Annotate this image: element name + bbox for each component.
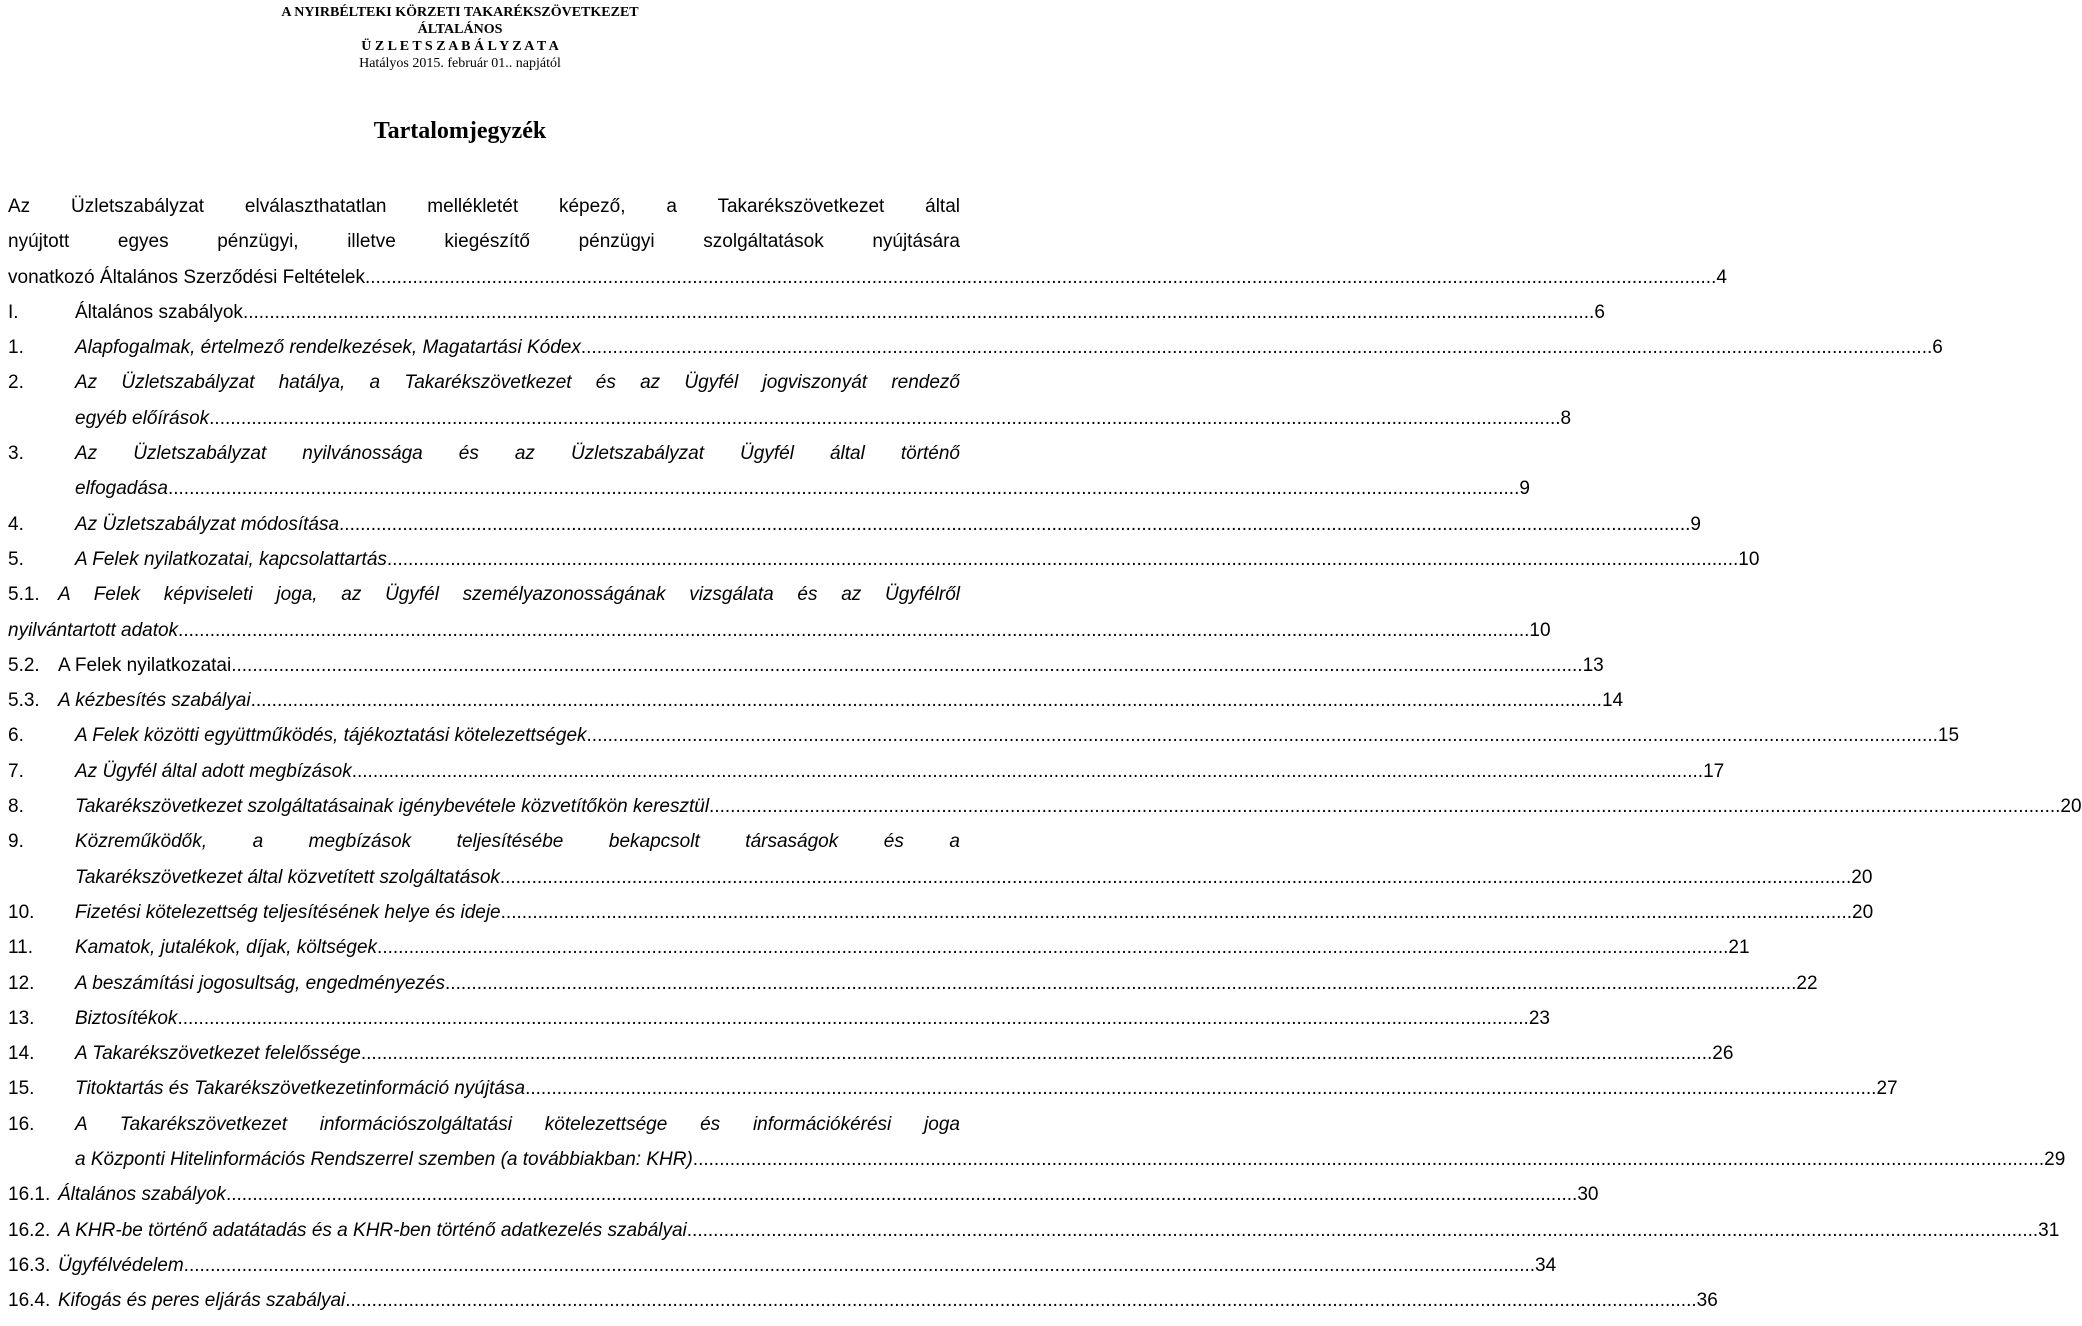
section-title: Általános szabályok: [75, 301, 243, 323]
page-number: 17: [1703, 760, 1725, 782]
section-number: 4.: [8, 513, 24, 535]
section-title: A Felek nyilatkozatai: [58, 654, 232, 676]
page-number: 6: [1932, 337, 1943, 359]
section-number: 9.: [8, 831, 24, 853]
page-number: 9: [1519, 478, 1530, 500]
toc-entry[interactable]: [8, 436, 960, 471]
leader-dots: [345, 1283, 1696, 1318]
section-title: Titoktartás és Takarékszövetkezetinformáció nyújtása: [75, 1078, 526, 1100]
section-number: 3.: [8, 443, 24, 465]
leader-dots: [365, 260, 1716, 295]
toc-entry[interactable]: [8, 1036, 1734, 1071]
toc-entry[interactable]: [8, 330, 1943, 365]
page-number: 10: [1529, 619, 1551, 641]
section-number: 10.: [8, 901, 35, 923]
leader-dots: [177, 1001, 1528, 1036]
page-number: 14: [1601, 690, 1624, 712]
page-number: 20: [1851, 866, 1873, 888]
page-number: 30: [1577, 1184, 1599, 1206]
leader-dots: [687, 1213, 2038, 1248]
leader-dots: [178, 613, 1529, 648]
toc-entry[interactable]: [8, 895, 1874, 930]
section-title: Biztosítékok: [75, 1007, 178, 1029]
section-number: 1.: [8, 337, 24, 359]
page-number: 6: [1594, 301, 1605, 323]
leader-dots: [377, 930, 1728, 965]
page-number: 31: [2038, 1219, 2060, 1241]
toc-entry[interactable]: [8, 1177, 1599, 1212]
toc-entry[interactable]: [8, 1283, 1718, 1318]
toc-entry[interactable]: [8, 507, 1701, 542]
section-number: 16.1.: [8, 1184, 51, 1206]
page-number: 23: [1528, 1007, 1550, 1029]
page-number: 29: [2044, 1149, 2066, 1171]
toc-entry[interactable]: [8, 1071, 1898, 1106]
section-number: 6.: [8, 725, 24, 747]
section-number: 15.: [8, 1078, 35, 1100]
leader-dots: [500, 860, 1851, 895]
page-number: 22: [1796, 972, 1818, 994]
section-title: Fizetési kötelezettség teljesítésének helye és ideje: [75, 901, 501, 923]
section-number: 5.3.: [8, 690, 40, 712]
toc-entry[interactable]: [8, 648, 1604, 683]
section-title: vonatkozó Általános Szerződési Feltételek: [8, 266, 365, 288]
section-title: Általános szabályok: [58, 1184, 226, 1206]
toc-entry-continuation[interactable]: [8, 613, 1551, 648]
section-title: Alapfogalmak, értelmező rendelkezések, Magatartási Kódex: [75, 337, 581, 359]
page-number: 13: [1582, 654, 1604, 676]
section-title: Az Ügyfél által adott megbízások: [75, 760, 352, 782]
toc-entry-continuation[interactable]: [8, 401, 1572, 436]
section-number: 16.: [8, 1113, 35, 1135]
section-number: 8.: [8, 796, 24, 818]
page-number: 34: [1535, 1254, 1557, 1276]
section-number: 12.: [8, 972, 35, 994]
section-number: 14.: [8, 1043, 35, 1065]
header-effective-date: Hatályos 2015. február 01.. napjától: [359, 56, 561, 71]
toc-entry[interactable]: [8, 1107, 960, 1142]
section-number: 16.2.: [8, 1219, 51, 1241]
toc-entry[interactable]: [8, 824, 960, 859]
leader-dots: [693, 1142, 2044, 1177]
header-institution: A NYIRBÉLTEKI KÖRZETI TAKARÉKSZÖVETKEZET: [281, 5, 639, 20]
section-title: A kézbesítés szabályai: [58, 690, 251, 712]
toc-entry[interactable]: [8, 1213, 2060, 1248]
leader-dots: [251, 683, 1602, 718]
page-number: 10: [1738, 548, 1760, 570]
toc-entry-continuation[interactable]: [8, 1142, 2066, 1177]
section-title: Takarékszövetkezet által közvetített szolgáltatások: [75, 866, 500, 888]
section-number: 11.: [8, 937, 34, 959]
section-number: 7.: [8, 760, 24, 782]
page-number: 15: [1937, 725, 1960, 747]
page-number: 21: [1728, 937, 1750, 959]
page-number: 36: [1696, 1290, 1718, 1312]
page-number: 4: [1716, 266, 1727, 288]
section-title: Az Üzletszabályzat nyilvánossága és az Üzletszabályzat Ügyfél által történő: [75, 443, 960, 465]
section-title: A beszámítási jogosultság, engedményezés: [75, 972, 446, 994]
table-of-contents: [8, 189, 2082, 1319]
section-number: 5.1.: [8, 584, 40, 606]
page-number: 8: [1560, 407, 1572, 429]
section-title: A Felek közötti együttműködés, tájékoztatási kötelezettségek: [75, 725, 587, 747]
leader-dots: [501, 895, 1852, 930]
toc-entry[interactable]: [8, 365, 960, 400]
section-title: A Takarékszövetkezet felelőssége: [75, 1043, 361, 1065]
leader-dots: [339, 507, 1690, 542]
leader-dots: [243, 295, 1594, 330]
header-general: ÁLTALÁNOS: [417, 22, 503, 37]
toc-entry[interactable]: [8, 542, 1760, 577]
toc-entry[interactable]: [8, 577, 960, 612]
leader-dots: [168, 471, 1519, 506]
toc-entry-continuation[interactable]: [8, 471, 1530, 506]
toc-entry[interactable]: [8, 683, 1624, 718]
leader-dots: [525, 1071, 1876, 1106]
toc-entry[interactable]: [8, 1001, 1550, 1036]
toc-entry-continuation[interactable]: [8, 860, 1873, 895]
section-title: Az Üzletszabályzat módosítása: [75, 513, 340, 535]
section-number: 2.: [8, 372, 24, 394]
toc-intro-line[interactable]: [8, 224, 960, 259]
section-number: 16.3.: [8, 1254, 51, 1276]
leader-dots: [445, 966, 1796, 1001]
toc-entry[interactable]: [8, 789, 2082, 824]
leader-dots: [581, 330, 1932, 365]
leader-dots: [361, 1036, 1712, 1071]
section-number: I.: [8, 301, 19, 323]
toc-entry[interactable]: [8, 966, 1818, 1001]
page-number: 26: [1712, 1043, 1734, 1065]
page-number: 20: [1852, 901, 1874, 923]
intro-text: nyújtott egyes pénzügyi, illetve kiegészítő pénzügyi szolgáltatások nyújtására: [8, 231, 960, 253]
section-title: Ügyfélvédelem: [58, 1254, 184, 1276]
section-title: A Felek nyilatkozatai, kapcsolattartás: [75, 548, 387, 570]
section-title: Kifogás és peres eljárás szabályai: [58, 1290, 346, 1312]
section-title: A KHR-be történő adatátadás és a KHR-ben történő adatkezelés szabályai: [58, 1219, 687, 1241]
leader-dots: [352, 754, 1703, 789]
toc-entry[interactable]: [8, 295, 1605, 330]
leader-dots: [209, 401, 1560, 436]
toc-intro-line[interactable]: [8, 189, 960, 224]
header-regulation: Ü Z L E T S Z A B Á L Y Z A T A: [361, 39, 559, 54]
section-title: nyilvántartott adatok: [8, 619, 179, 641]
leader-dots: [587, 718, 1938, 753]
intro-text: Az Üzletszabályzat elválaszthatatlan mellékletét képező, a Takarékszövetkezet által: [8, 196, 960, 217]
leader-dots: [226, 1177, 1577, 1212]
leader-dots: [231, 648, 1582, 683]
section-number: 5.2.: [8, 654, 40, 676]
section-title: Közreműködők, a megbízások teljesítésébe bekapcsolt társaságok és a: [75, 831, 960, 853]
page-number: 27: [1876, 1078, 1898, 1100]
toc-entry[interactable]: [8, 930, 1750, 965]
section-title: egyéb előírások: [75, 407, 210, 429]
section-title: A Felek képviseleti joga, az Ügyfél személyazonosságának vizsgálata és az Ügyfélről: [58, 584, 960, 606]
toc-entry[interactable]: [8, 754, 1725, 789]
toc-entry[interactable]: [8, 718, 1960, 753]
section-title: A Takarékszövetkezet információszolgáltatási kötelezettsége és információkérési joga: [75, 1113, 960, 1135]
section-title: elfogadása: [75, 478, 168, 500]
toc-intro-entry[interactable]: [8, 260, 1727, 295]
section-number: 16.4.: [8, 1290, 51, 1312]
toc-title: Tartalomjegyzék: [373, 118, 547, 144]
section-number: 13.: [8, 1007, 35, 1029]
section-title: Kamatok, jutalékok, díjak, költségek: [75, 937, 378, 959]
page-number: 9: [1690, 513, 1701, 535]
leader-dots: [184, 1248, 1535, 1283]
section-title: a Központi Hitelinformációs Rendszerrel szemben (a továbbiakban: KHR): [75, 1149, 693, 1171]
document-header: [0, 4, 920, 72]
leader-dots: [709, 789, 2060, 824]
leader-dots: [387, 542, 1738, 577]
section-number: 5.: [8, 548, 24, 570]
section-title: Az Üzletszabályzat hatálya, a Takarékszövetkezet és az Ügyfél jogviszonyát rendező: [75, 372, 960, 394]
page-number: 20: [2060, 796, 2082, 818]
toc-entry[interactable]: [8, 1248, 1557, 1283]
section-title: Takarékszövetkezet szolgáltatásainak igénybevétele közvetítőkön keresztül: [75, 796, 710, 818]
